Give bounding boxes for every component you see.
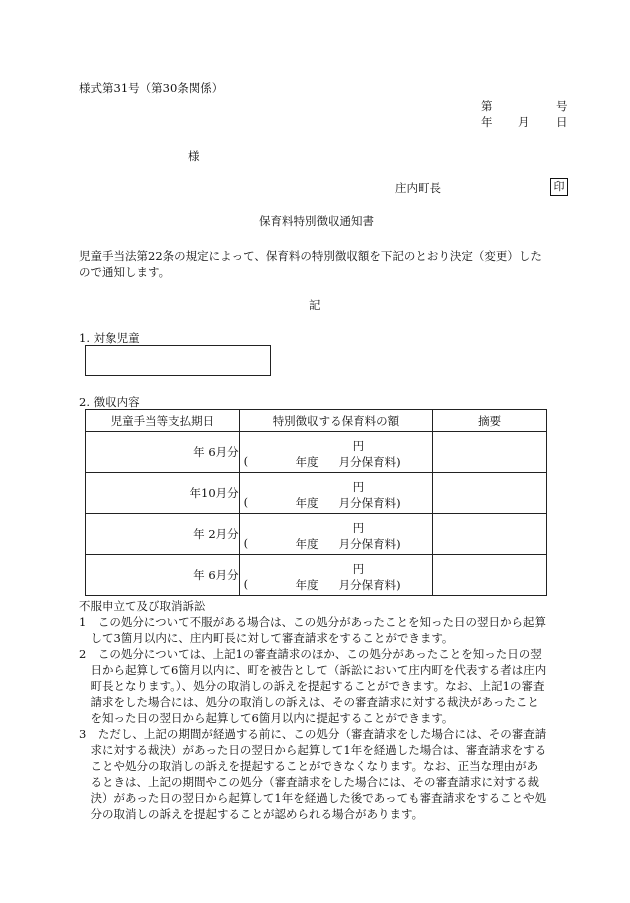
- appeal-line: 3 ただし、上記の期間が経過する前に、この処分（審査請求をした場合には、その審査請: [79, 727, 547, 741]
- header-amount: 特別徴収する保育料の額: [239, 410, 433, 432]
- row-period: 年 6月分: [86, 555, 240, 596]
- appeal-line: 求に対する裁決）があった日の翌日から起算して1年を経過した場合は、審査請求をする: [79, 743, 547, 757]
- appeal-line: るときは、上記の期間やこの処分（審査請求をした場合には、その審査請求に対する裁: [79, 775, 539, 789]
- section-1-label: 1. 対象児童: [79, 331, 140, 345]
- fiscal-year-label: 年度: [295, 578, 319, 592]
- yen-unit: 円: [352, 480, 365, 494]
- appeal-line: 町長となります。）、処分の取消しの訴えを提起することができます。なお、上記1の審査: [79, 679, 545, 693]
- open-paren: (: [243, 495, 249, 509]
- header-payment-date: 児童手当等支払期日: [86, 410, 240, 432]
- addressee-suffix: 様: [188, 149, 200, 163]
- section-2-label: 2. 徴収内容: [79, 395, 140, 409]
- intro-line-1: 児童手当法第22条の規定によって、保育料の特別徴収額を下記のとおり決定（変更）した: [79, 249, 542, 263]
- yen-unit: 円: [352, 439, 365, 453]
- dai-label: 第: [481, 99, 493, 113]
- day-label: 日: [556, 115, 568, 129]
- fiscal-year-label: 年度: [295, 455, 319, 469]
- collection-table: [85, 409, 547, 596]
- open-paren: (: [243, 577, 249, 591]
- month-fee-label: 月分保育料): [338, 578, 401, 592]
- row-remarks: [433, 432, 547, 473]
- fiscal-year-label: 年度: [295, 537, 319, 551]
- yen-unit: 円: [352, 562, 365, 576]
- issuer-name: 庄内町長: [395, 181, 441, 195]
- appeal-line: 決）があった日の翌日から起算して1年を経過した後であっても審査請求をすることや処: [79, 791, 547, 805]
- row-amount: [239, 432, 433, 473]
- yen-unit: 円: [352, 521, 365, 535]
- appeal-line: 請求をした場合には、処分の取消しの訴えは、その審査請求に対する裁決があったこと: [79, 695, 539, 709]
- open-paren: (: [243, 454, 249, 468]
- row-period: 年 6月分: [86, 432, 240, 473]
- month-fee-label: 月分保育料): [338, 496, 401, 510]
- ki-label: 記: [309, 298, 321, 312]
- appeal-line: 1 この処分について不服がある場合は、この処分があったことを知った日の翌日から起算: [79, 615, 546, 629]
- appeal-heading: 不服申立て及び取消訴訟: [79, 599, 206, 613]
- target-child-box: [85, 345, 271, 376]
- row-amount: [239, 514, 433, 555]
- open-paren: (: [243, 536, 249, 550]
- row-amount: [239, 473, 433, 514]
- appeal-line: 2 この処分については、上記1の審査請求のほか、この処分があったことを知った日の翌: [79, 647, 542, 661]
- row-period: 年 2月分: [86, 514, 240, 555]
- table-row: [86, 432, 547, 473]
- month-fee-label: 月分保育料): [338, 455, 401, 469]
- row-remarks: [433, 555, 547, 596]
- row-remarks: [433, 514, 547, 555]
- row-remarks: [433, 473, 547, 514]
- row-amount: [239, 555, 433, 596]
- fiscal-year-label: 年度: [295, 496, 319, 510]
- month-label: 月: [518, 115, 530, 129]
- table-header-row: [86, 410, 547, 432]
- table-row: [86, 514, 547, 555]
- form-number: 様式第31号（第30条関係）: [79, 81, 224, 95]
- appeal-line: して3箇月以内に、庄内町長に対して審査請求をすることができます。: [79, 631, 454, 645]
- go-label: 号: [556, 99, 568, 113]
- appeal-line: を知った日の翌日から起算して6箇月以内に提起することができます。: [79, 711, 454, 725]
- table-row: [86, 555, 547, 596]
- appeal-line: 分の取消しの訴えを提起することが認められる場合があります。: [79, 807, 424, 821]
- header-remarks: 摘要: [433, 410, 547, 432]
- table-row: [86, 473, 547, 514]
- year-label: 年: [481, 115, 493, 129]
- intro-line-2: ので通知します。: [79, 265, 171, 279]
- month-fee-label: 月分保育料): [338, 537, 401, 551]
- appeal-line: 日から起算して6箇月以内に、町を被告として（訴訟において庄内町を代表する者は庄内: [79, 663, 547, 677]
- seal-stamp: 印: [550, 178, 568, 196]
- appeal-line: ことや処分の取消しの訴えを提起することができなくなります。なお、正当な理由があ: [79, 759, 539, 773]
- document-title: 保育料特別徴収通知書: [259, 214, 374, 228]
- row-period: 年10月分: [86, 473, 240, 514]
